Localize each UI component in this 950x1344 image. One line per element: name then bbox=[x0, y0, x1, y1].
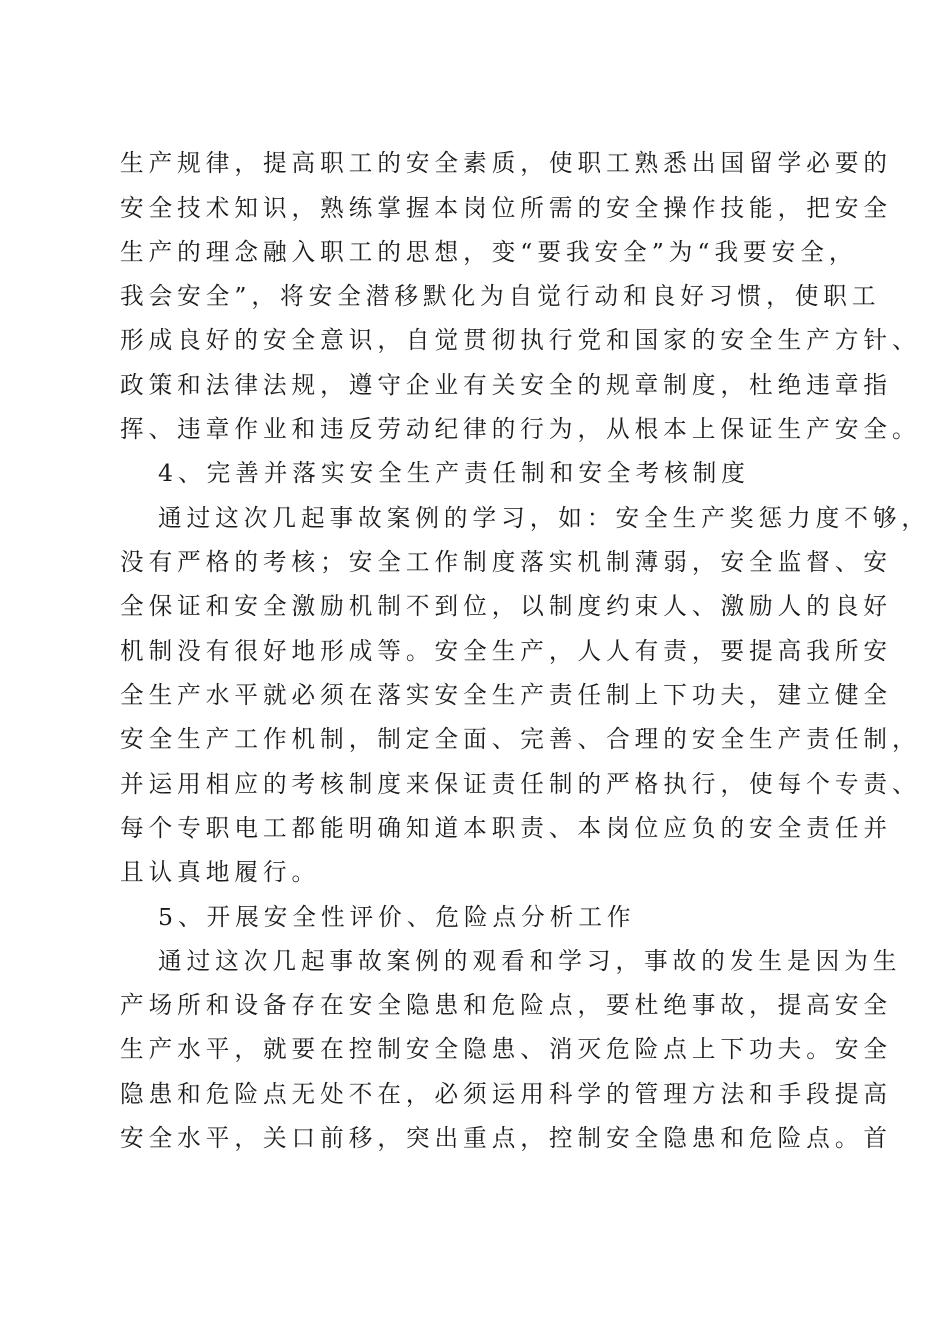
text-line: 生产规律，提高职工的安全素质，使职工熟悉出国留学必要的 bbox=[120, 149, 893, 177]
text-line: 每个专职电工都能明确知道本职责、本岗位应负的安全责任并 bbox=[120, 814, 893, 842]
text-line: 生产的理念融入职工的思想，变“要我安全”为“我要安全， bbox=[120, 238, 858, 266]
text-line: 形成良好的安全意识，自觉贯彻执行党和国家的安全生产方针、 bbox=[120, 326, 921, 354]
text-line: 我会安全”，将安全潜移默化为自觉行动和良好习惯，使职工 bbox=[120, 282, 881, 310]
text-line: 没有严格的考核；安全工作制度落实机制薄弱，安全监督、安 bbox=[120, 548, 893, 576]
text-line: 安全技术知识，熟练掌握本岗位所需的安全操作技能，把安全 bbox=[120, 194, 893, 222]
text-line: 机制没有很好地形成等。安全生产，人人有责，要提高我所安 bbox=[120, 637, 893, 665]
text-line: 通过这次几起事故案例的学习，如：安全生产奖惩力度不够， bbox=[158, 504, 931, 532]
text-line: 生产水平，就要在控制安全隐患、消灭危险点上下功夫。安全 bbox=[120, 1035, 893, 1063]
text-line: 安全水平，关口前移，突出重点，控制安全隐患和危险点。首 bbox=[120, 1124, 893, 1152]
text-line: 安全生产工作机制，制定全面、完善、合理的安全生产责任制， bbox=[120, 725, 921, 753]
text-line: 通过这次几起事故案例的观看和学习，事故的发生是因为生 bbox=[158, 947, 902, 975]
text-line: 产场所和设备存在安全隐患和危险点，要杜绝事故，提高安全 bbox=[120, 991, 893, 1019]
text-line: 挥、违章作业和违反劳动纪律的行为，从根本上保证生产安全。 bbox=[120, 415, 921, 443]
section-heading: 4、完善并落实安全生产责任制和安全考核制度 bbox=[158, 459, 750, 487]
text-line: 全保证和安全激励机制不到位，以制度约束人、激励人的良好 bbox=[120, 592, 893, 620]
text-line: 全生产水平就必须在落实安全生产责任制上下功夫，建立健全 bbox=[120, 681, 893, 709]
text-line: 政策和法律法规，遵守企业有关安全的规章制度，杜绝违章指 bbox=[120, 371, 893, 399]
text-line: 隐患和危险点无处不在，必须运用科学的管理方法和手段提高 bbox=[120, 1080, 893, 1108]
section-heading: 5、开展安全性评价、危险点分析工作 bbox=[158, 903, 636, 931]
text-line: 且认真地履行。 bbox=[120, 858, 321, 886]
text-line: 并运用相应的考核制度来保证责任制的严格执行，使每个专责、 bbox=[120, 770, 921, 798]
